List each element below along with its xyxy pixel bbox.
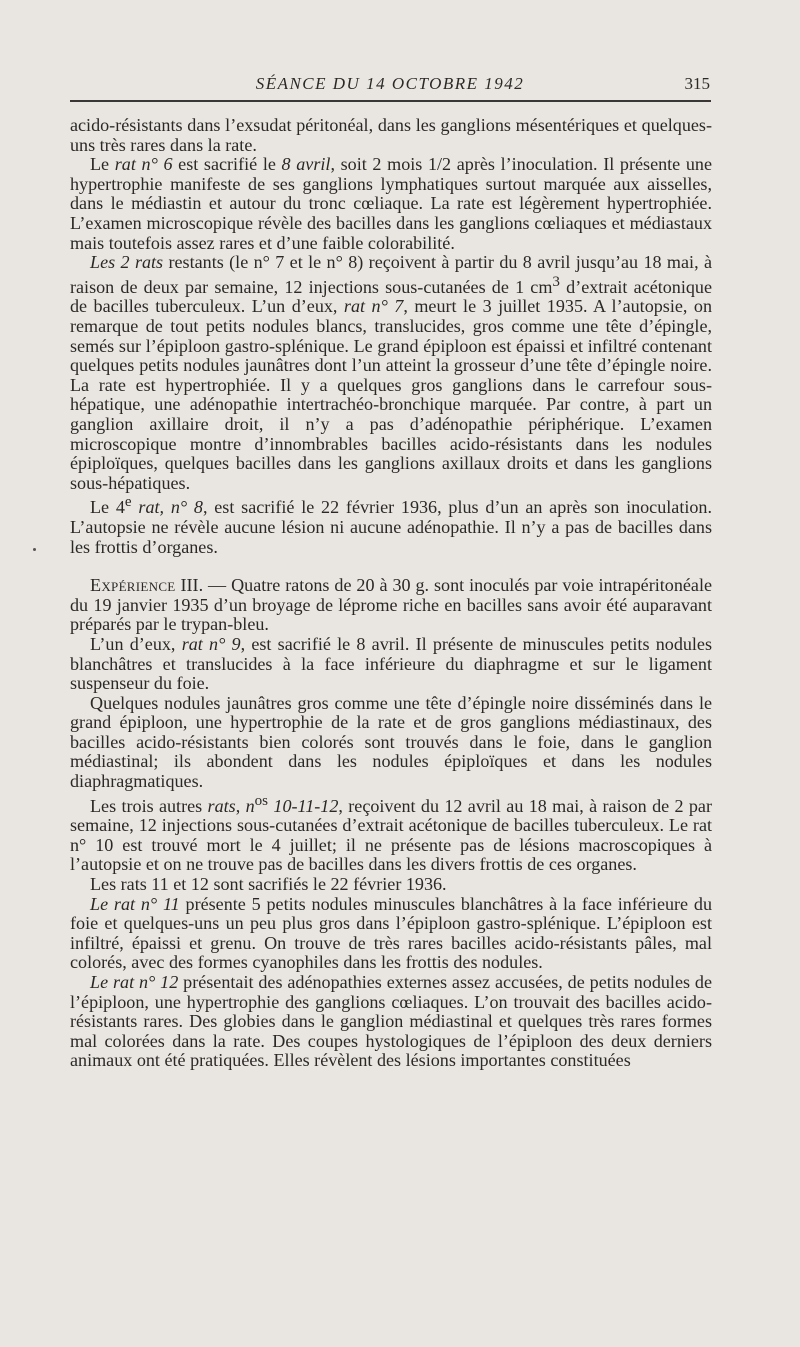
paragraph-9: Les rats 11 et 12 sont sacrifiés le 22 février 1936. [90,874,447,895]
paragraph-8: Les trois autres rats, $n^{os}$ 10-11-12, reçoivent du 12 avril au 18 mai, à raison de 2 par semaine, 12 injections sous-cutanées d’extrait acétonique de bacilles tuberculeux. Le rat n° 10 est trouvé mort le 4 juillet; il ne présente pas de lésions macroscopiques à l’autopsie et on ne trouve pas de bacilles dans les divers frottis de ces organes. [70,792,712,875]
paragraph-7: Quelques nodules jaunâtres gros comme une tête d’épingle noire disséminés dans le grand épiploon, une hypertrophie de la rate et de gros ganglions médiastinaux, des bacilles acido-résistants bien colorés sont trouvés dans le foie, dans le ganglion médiastinal; ils abondent dans les nodules épiploïques et dans les nodules diaphragmatiques. [70,692,712,792]
paragraph-3: Les 2 rats restants (le n° 7 et le n° 8) reçoivent à partir du 8 avril jusqu’au 18 mai, à raison de deux par semaine, 12 injections sous-cutanées de 1 $cm^3$ d’extrait acétonique de bacilles tuberculeux. L’un d’eux, rat n° 7, meurt le 3 juillet 1935. A l’autopsie, on remarque de tout petits nodules blancs, translucides, gros comme une tête d’épingle, semés sur l’épiploon gastro-splénique. Le grand épiploon est épaissi et infiltré contenant quelques petits nodules jaunâtres dont l’un atteint la grosseur d’une tête d’épingle noire. La rate est hypertrophiée. Il y a quelques gros ganglions dans le carrefour sous-hépatique, une adénopathie intertrachéo-bronchique marquée. Par contre, à part un ganglion axillaire droit, il n’y a pas d’adénopathie périphérique. L’examen microscopique montre d’innombrables bacilles acido-résistants dans les nodules épiploïques, quelques bacilles dans les ganglions axillaux droits et dans les ganglions sous-hépatiques. [70,252,712,493]
paragraph-experiment-3: Expérience III. — Quatre ratons de 20 à 30 g. sont inoculés par voie intrapéritonéale du 19 janvier 1935 d’un broyage de lépromе riche en bacilles sans avoir été auparavant préparés par le trypan-bleu. [70,575,712,635]
paragraph-6: L’un d’eux, rat n° 9, est sacrifié le 8 avril. Il présente de minuscules petits nodules blanchâtres et translucides à la face inférieure du diaphragme et sur le ligament suspenseur du foie. [70,633,713,694]
paragraph-10: Le rat n° 11 présente 5 petits nodules minuscules blanchâtres à la face inférieure du foie et quelques-uns un peu plus gros dans l’épiploon gastro-splénique. L’épiploon est infiltré, épaissi et grenu. On trouve de très rares bacilles acido-résistants pâles, mal colorés, avec des formes cyanophiles dans les frottis des nodules. [70,893,712,973]
page-number: 315 [684,74,710,93]
paragraph-11: Le rat n° 12 présentait des adénopathies externes assez accusées, de petits nodules de l’épiploon, une hypertrophie des ganglions cœliaques. L’on trouvait des bacilles acido-résistants rares. Des globies dans le ganglion médiastinal et quelques très rares formes mal colorées dans la rate. Des coupes hystologiques de l’épiploon des deux derniers animaux ont été pratiquées. Elles révèlent des lésions importantes constituées [70,972,713,1071]
page-body [70,116,712,1071]
paragraph-4: Le 4e rat, n° 8, est sacrifié le 22 février 1936, plus d’un an après son inoculation. L’autopsie ne révèle aucune lésion ni aucune adénopathie. Il n’y a pas de bacilles dans les frottis d’organes. [70,494,712,557]
running-title: SÉANCE DU 14 OCTOBRE 1942 [255,74,525,93]
margin-speck [33,548,36,551]
header-rule [70,100,711,102]
paragraph-2: Le rat n° 6 est sacrifié le 8 avril, soit 2 mois 1/2 après l’inoculation. Il présente une hypertrophie manifeste de ses ganglions lymphatiques surtout marquée aux aisselles, dans le médiastin et autour du tronc cœliaque. La rate est légèrement hypertrophiée. L’examen microscopique révèle des bacilles dans les ganglions cœliaques et médiastaux mais toutefois assez rares et d’une faible colorabilité. [70,154,712,253]
paragraph-1: acido-résistants dans l’exsudat péritonéal, dans les ganglions mésentériques et quelques-uns très rares dans la rate. [70,115,712,155]
page-header [70,74,710,98]
